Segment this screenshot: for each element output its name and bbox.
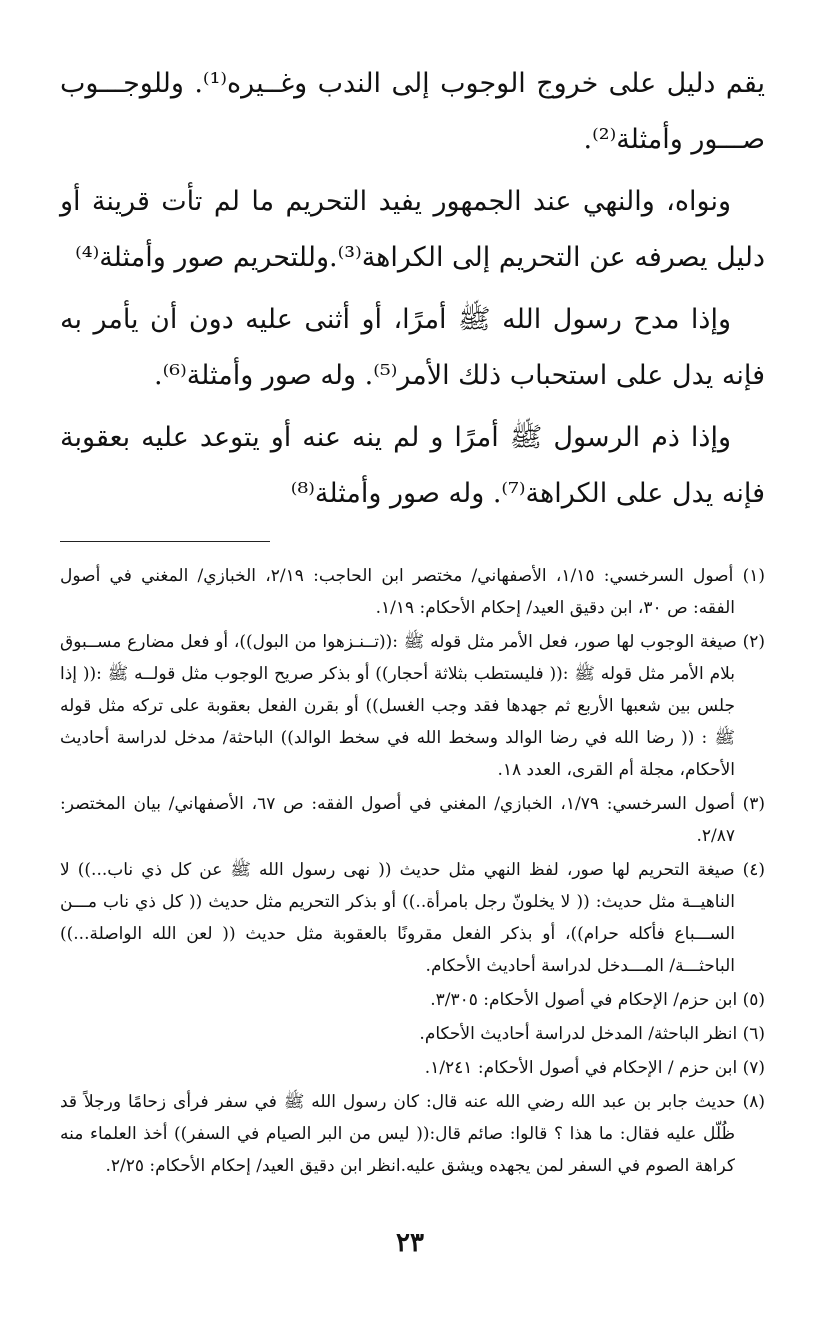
footnote-7: (٧) ابن حزم / الإحكام في أصول الأحكام: ١/٢٤١.: [424, 1058, 765, 1078]
footnotes: [60, 560, 765, 1182]
footnote-3: (٣) أصول السرخسي: ١/٧٩، الخبازي/ المغني في أصول الفقه: ص ٦٧، الأصفهاني/ بيان المختصر: ٢/٨٧.: [60, 794, 766, 846]
paragraph-prohibition: ونواه، والنهي عند الجمهور يفيد التحريم ما لم تأت قرينة أو دليل يصرفه عن التحريم إلى الكراهة⁽³⁾.وللتحريم صور وأمثلة⁽⁴⁾: [60, 186, 765, 273]
footnote-8: (٨) حديث جابر بن عبد الله رضي الله عنه قال: كان رسول الله ﷺ في سفر فرأى زحامًا ورجلاً قد ظُلّل عليه فقال: ما هذا ؟ قالوا: صائم قال:(( ليس من البر الصيام في السفر)) أخذ العلماء منه كراهة الصوم في السفر لمن يجهده ويشق عليه.انظر ابن دقيق العيد/ إحكام الأحكام: ٢/٢٥.: [60, 1092, 765, 1176]
footnote-6: (٦) انظر الباحثة/ المدخل لدراسة أحاديث الأحكام.: [419, 1024, 765, 1044]
main-text: [60, 56, 765, 522]
paragraph-praise: وإذا مدح رسول الله ﷺ أمرًا، أو أثنى عليه دون أن يأمر به فإنه يدل على استحباب ذلك الأمر⁽⁵⁾. وله صور وأمثلة⁽⁶⁾.: [60, 304, 765, 391]
footnote-2: (٢) صيغة الوجوب لها صور، فعل الأمر مثل قوله ﷺ :((تــنـزهوا من البول))، أو فعل مضارع مســبوق بلام الأمر مثل قوله ﷺ :(( فليستطب بثلاثة أحجار)) أو بذكر صريح الوجوب مثل قولــه ﷺ :(( إذا جلس بين شعبها الأربع ثم جهدها فقد وجب الغسل)) أو بقرن الفعل بعقوبة على تركه مثل قوله ﷺ : (( رضا الله في رضا الوالد وسخط الله في سخط الوالد)) الباحثة/ مدخل لدراسة أحاديث الأحكام، مجلة أم القرى، العدد ١٨.: [60, 632, 765, 780]
page-number: ٢٣: [396, 1228, 424, 1258]
paragraph-continuation: يقم دليل على خروج الوجوب إلى الندب وغــيره⁽¹⁾. وللوجـــوب صـــور وأمثلة⁽²⁾.: [60, 68, 765, 155]
paragraph-dispraise: وإذا ذم الرسول ﷺ أمرًا و لم ينه عنه أو يتوعد عليه بعقوبة فإنه يدل على الكراهة⁽⁷⁾. وله صور وأمثلة⁽⁸⁾: [60, 422, 765, 509]
footnote-5: (٥) ابن حزم/ الإحكام في أصول الأحكام: ٣/٣٠٥.: [430, 990, 765, 1010]
footnote-4: (٤) صيغة التحريم لها صور، لفظ النهي مثل حديث (( نهى رسول الله ﷺ عن كل ذي ناب...)) لا الناهيــة مثل حديث: (( لا يخلونّ رجل بامرأة..)) أو بذكر التحريم مثل حديث (( كل ذي ناب مـــن الســـباع فأكله حرام))، أو بذكر الفعل مقرونًا بالعقوبة مثل حديث (( لعن الله الواصلة...)) الباحثـــة/ المـــدخل لدراسة أحاديث الأحكام.: [60, 860, 765, 976]
footnote-1: (١) أصول السرخسي: ١/١٥، الأصفهاني/ مختصر ابن الحاجب: ٢/١٩، الخبازي/ المغني في أصول الفقه: ص ٣٠، ابن دقيق العيد/ إحكام الأحكام: ١/١٩.: [60, 566, 765, 618]
footnote-separator: [60, 541, 270, 542]
